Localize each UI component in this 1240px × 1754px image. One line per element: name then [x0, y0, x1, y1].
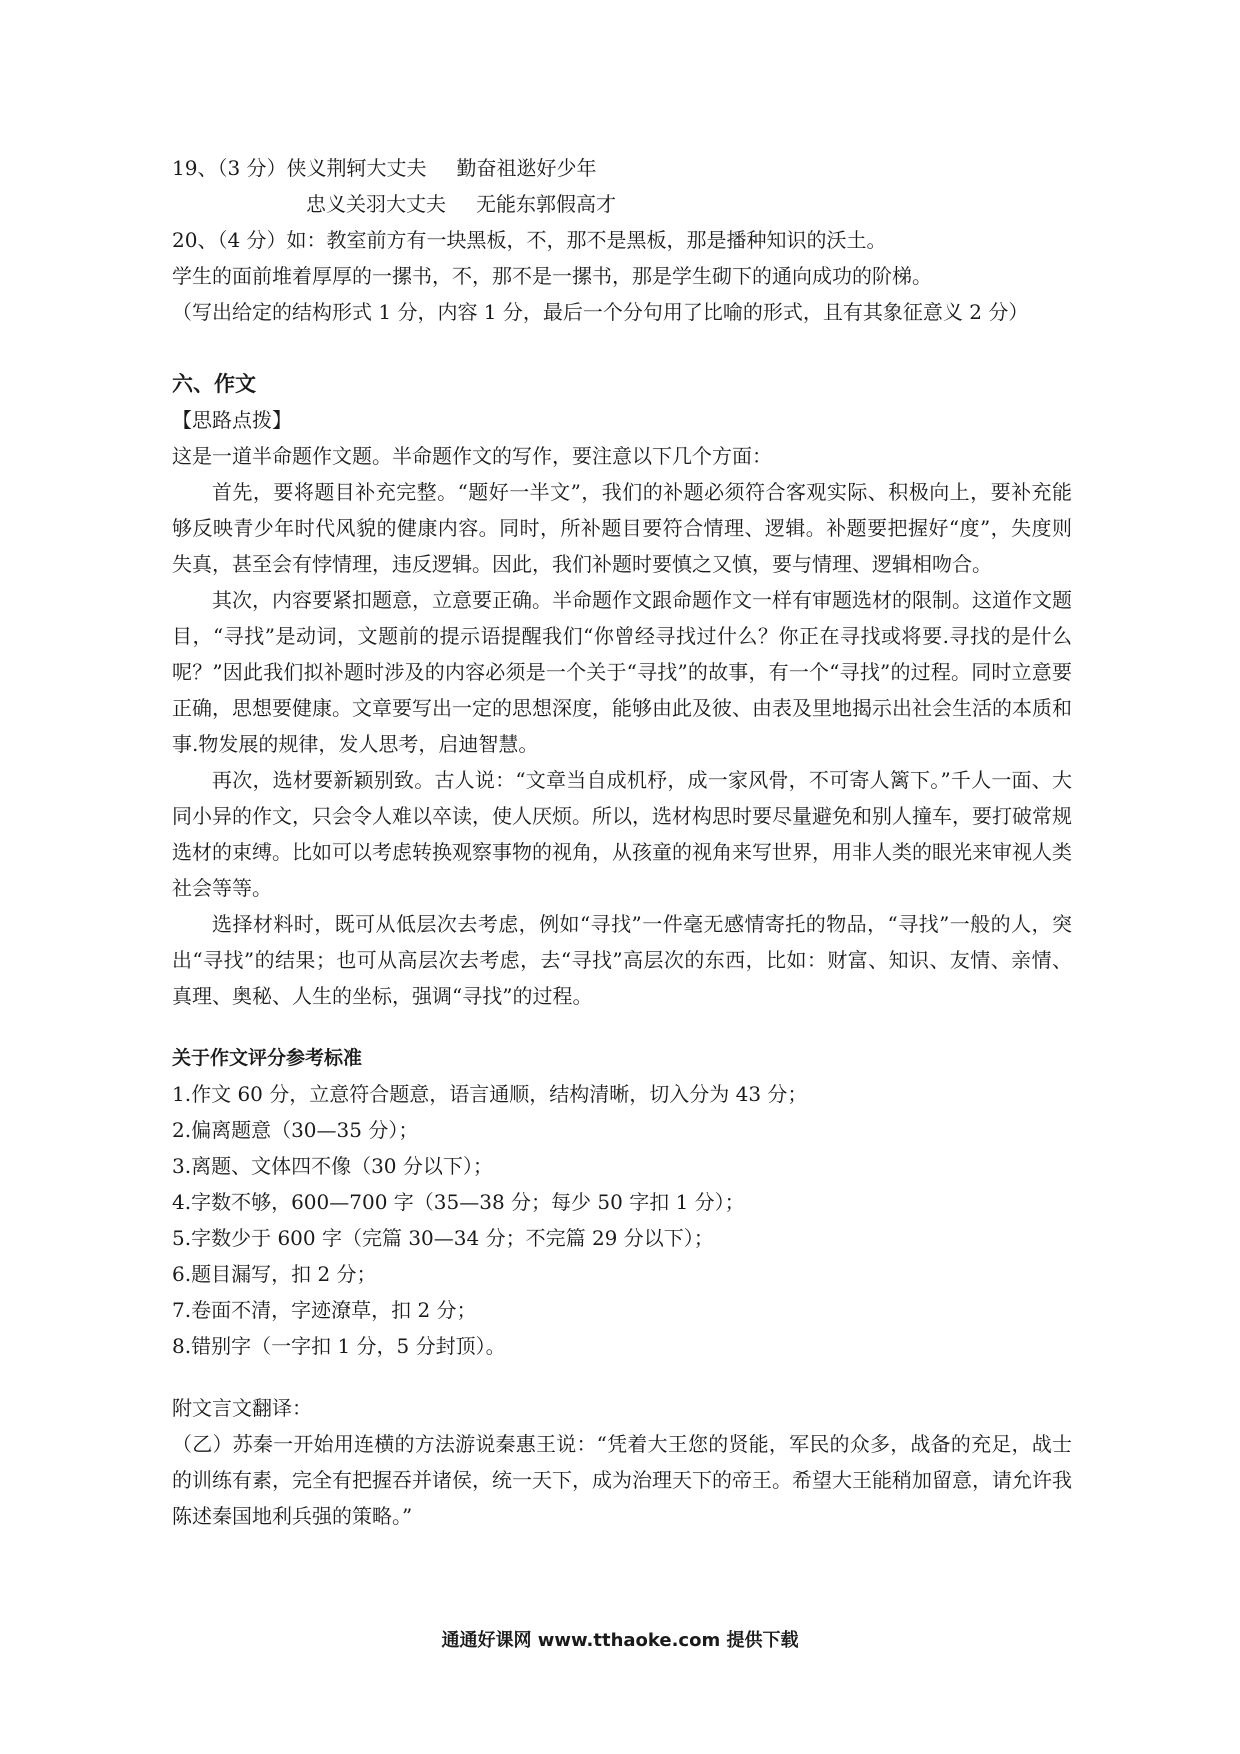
- translation-heading: 附文言文翻译：: [172, 1396, 312, 1420]
- essay-paragraph-1: 首先，要将题目补充完整。“题好一半文”，我们的补题必须符合客观实际、积极向上，要补充能够反映青少年时代风貌的健康内容。同时，所补题目要符合情理、逻辑。补题要把握好“度”，失度则失真，甚至会有悖情理，违反逻辑。因此，我们补题时要慎之又慎，要与情理、逻辑相吻合。: [172, 480, 1072, 576]
- grading-heading: 关于作文评分参考标准: [172, 1047, 363, 1069]
- grading-item: 4.字数不够，600—700 字（35—38 分；每少 50 字扣 1 分）；: [172, 1190, 745, 1214]
- answer-19-couplet-2a: 忠义关羽大丈夫: [306, 192, 446, 216]
- answer-19-couplet-1a: 侠义荆轲大丈夫: [286, 156, 427, 180]
- answer-19-score: （3 分）: [217, 156, 287, 180]
- answer-19-couplet-2b: 无能东郭假高才: [476, 192, 616, 216]
- grading-item: 2.偏离题意（30—35 分）；: [172, 1118, 419, 1142]
- grading-item: 3.离题、文体四不像（30 分以下）；: [172, 1154, 493, 1178]
- document-page: [172, 150, 1072, 1534]
- page-footer: 通通好课网 www.tthaoke.com 提供下载: [441, 1630, 799, 1651]
- answer-19-couplet-1b: 勤奋祖逖好少年: [456, 156, 597, 180]
- grading-item: 6.题目漏写，扣 2 分；: [172, 1262, 377, 1286]
- grading-item: 7.卷面不清，字迹潦草，扣 2 分；: [172, 1298, 477, 1322]
- translation-text: （乙）苏秦一开始用连横的方法游说秦惠王说：“凭着大王您的贤能，军民的众多，战备的充足，战士的训练有素，完全有把握吞并诸侯，统一天下，成为治理天下的帝王。希望大王能稍加留意，请允许我陈述秦国地利兵强的策略。”: [172, 1432, 1072, 1528]
- answer-20-scoring-note: （写出给定的结构形式 1 分，内容 1 分，最后一个分句用了比喻的形式，且有其象征意义 2 分）: [172, 300, 1029, 324]
- essay-tip-label: 【思路点拨】: [172, 408, 292, 432]
- essay-paragraph-2: 其次，内容要紧扣题意，立意要正确。半命题作文跟命题作文一样有审题选材的限制。这道作文题目，“寻找”是动词，文题前的提示语提醒我们“你曾经寻找过什么？你正在寻找或将要.寻找的是什么呢？”因此我们拟补题时涉及的内容必须是一个关于“寻找”的故事，有一个“寻找”的过程。同时立意要正确，思想要健康。文章要写出一定的思想深度，能够由此及彼、由表及里地揭示出社会生活的本质和事.物发展的规律，发人思考，启迪智慧。: [172, 588, 1072, 756]
- essay-intro: 这是一道半命题作文题。半命题作文的写作，要注意以下几个方面：: [172, 444, 772, 468]
- answer-20-line-1: 20、（4 分）如：教室前方有一块黑板，不，那不是黑板，那是播种知识的沃土。: [172, 228, 887, 252]
- essay-paragraph-4: 选择材料时，既可从低层次去考虑，例如“寻找”一件毫无感情寄托的物品，“寻找”一般的人，突出“寻找”的结果；也可从高层次去考虑，去“寻找”高层次的东西，比如：财富、知识、友情、亲情、真理、奥秘、人生的坐标，强调“寻找”的过程。: [172, 912, 1072, 1008]
- answer-19-line-2: [172, 186, 1072, 222]
- essay-heading: 六、作文: [172, 372, 256, 396]
- grading-item: 5.字数少于 600 字（完篇 30—34 分；不完篇 29 分以下）；: [172, 1226, 714, 1250]
- answer-19-number: 19、: [172, 156, 218, 180]
- essay-paragraph-3: 再次，选材要新颖别致。古人说：“文章当自成机杼，成一家风骨，不可寄人篱下。”千人一面、大同小异的作文，只会令人难以卒读，使人厌烦。所以，选材构思时要尽量避免和别人撞车，要打破常规选材的束缚。比如可以考虑转换观察事物的视角，从孩童的视角来写世界，用非人类的眼光来审视人类社会等等。: [172, 768, 1072, 900]
- answer-20-line-2: 学生的面前堆着厚厚的一摞书，不，那不是一摞书，那是学生砌下的通向成功的阶梯。: [172, 264, 932, 288]
- grading-item: 8.错别字（一字扣 1 分，5 分封顶）。: [172, 1334, 506, 1358]
- grading-item: 1.作文 60 分，立意符合题意，语言通顺，结构清晰，切入分为 43 分；: [172, 1082, 808, 1106]
- answer-19-line-1: [172, 150, 1072, 186]
